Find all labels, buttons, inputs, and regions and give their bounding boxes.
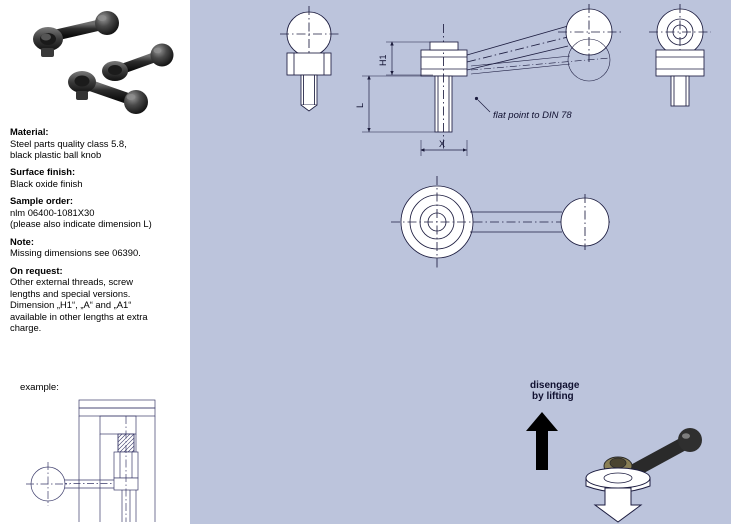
spec-group-on-request	[10, 265, 185, 334]
spec-heading: On request:	[10, 264, 63, 276]
spec-line: Steel parts quality class 5.8,	[10, 137, 127, 149]
spec-line: nlm 06400-1081X30	[10, 207, 95, 218]
specifications-block	[10, 126, 185, 339]
disengage-note-line1: disengage	[530, 380, 580, 391]
disengage-note-line2: by lifting	[532, 391, 574, 402]
spec-heading: Material:	[10, 126, 49, 137]
spec-line: available in other lengths at extra	[10, 310, 148, 322]
spec-heading: Note:	[10, 235, 34, 247]
dimension-label-l: L	[355, 102, 365, 108]
example-drawing	[22, 396, 182, 522]
example-label: example:	[20, 382, 59, 393]
drawing-disengage-pictogram	[526, 412, 702, 522]
drawing-side-view-left	[280, 6, 340, 111]
spec-heading: Sample order:	[10, 195, 74, 207]
lever-part-1	[33, 11, 119, 57]
dimension-label-x: X	[439, 139, 446, 149]
spec-group-material	[10, 126, 185, 160]
lever-part-2	[102, 44, 174, 82]
drawing-side-view-right	[649, 4, 711, 106]
spec-group-note	[10, 236, 185, 259]
left-info-column	[0, 0, 190, 524]
spec-line: (please also indicate dimension L)	[10, 218, 152, 230]
spec-group-surface-finish	[10, 166, 185, 189]
drawing-plan-view	[391, 176, 610, 268]
spec-line: Missing dimensions see 06390.	[10, 247, 141, 259]
dimension-label-h1: H1	[378, 54, 388, 66]
spec-line: Dimension „H1“, „A“ and „A1“	[10, 299, 132, 311]
spec-line: charge.	[10, 322, 42, 334]
drawing-main-view	[421, 4, 622, 150]
spec-line: black plastic ball knob	[10, 149, 102, 160]
technical-drawing-panel	[190, 0, 731, 524]
drawing-canvas	[190, 0, 731, 524]
spec-group-sample-order	[10, 195, 185, 229]
spec-line: Black oxide finish	[10, 178, 83, 189]
spec-line: Other external threads, screw	[10, 276, 133, 288]
spec-line: lengths and special versions.	[10, 287, 131, 299]
callout-flat-point: flat point to DIN 78	[493, 110, 572, 121]
product-photo	[8, 8, 183, 120]
spec-heading: Surface finish:	[10, 166, 76, 178]
